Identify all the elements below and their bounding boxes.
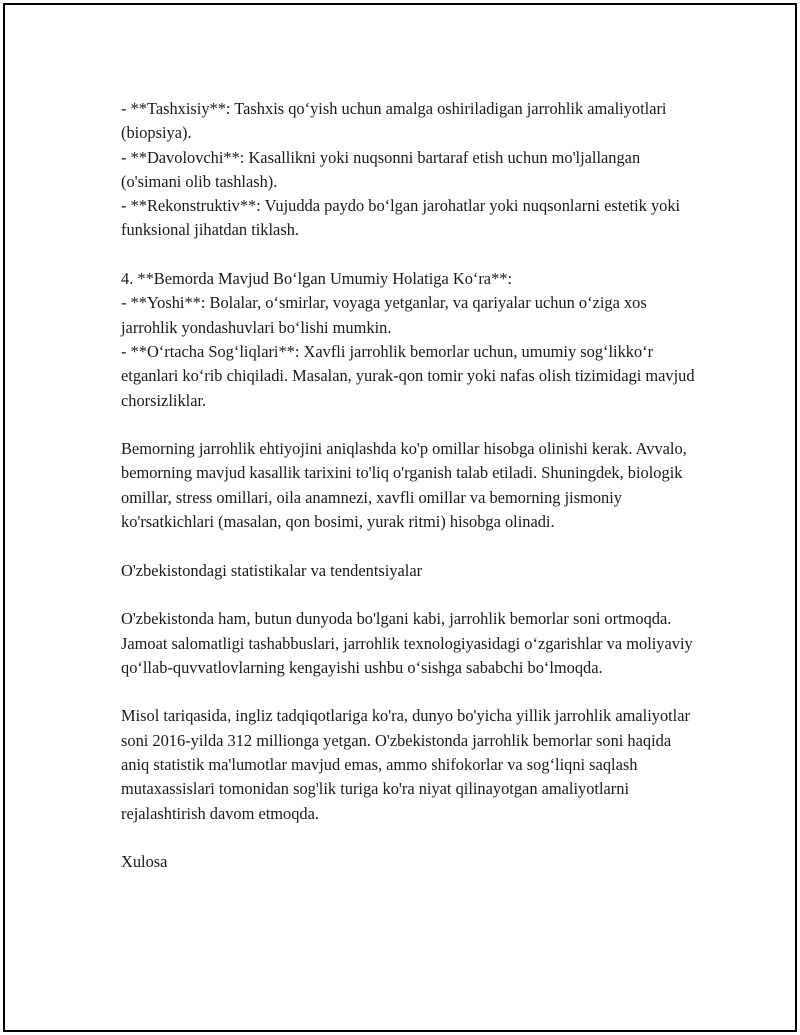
paragraph-gap (121, 680, 701, 704)
list-item-ortacha-sogliqlari: - **O‘rtacha Sog‘liqlari**: Xavfli jarrohlik bemorlar uchun, umumiy sog‘likko‘r etganlari ko‘rib chiqiladi. Masalan, yurak-qon tomir yoki nafas olish tizimidagi mavjud chorsizliklar. (121, 341, 695, 410)
list-item-tashxisiy: - **Tashxisiy**: Tashxis qo‘yish uchun amalga oshiriladigan jarrohlik amaliyotlari (biopsiya). (121, 99, 667, 143)
paragraph-gap (121, 413, 701, 437)
page-frame (3, 3, 797, 1032)
list-item-yoshi: - **Yoshi**: Bolalar, o‘smirlar, voyaga yetganlar, va qariyalar uchun o‘ziga xos jarrohlik yondashuvlari bo‘lishi mumkin. (121, 293, 647, 337)
paragraph-gap (121, 826, 701, 850)
paragraph-gap (121, 243, 701, 267)
numbered-heading-item: 4. **Bemorda Mavjud Bo‘lgan Umumiy Holatiga Ko‘ra**: (121, 269, 513, 289)
list-item-rekonstruktiv: - **Rekonstruktiv**: Vujudda paydo bo‘lgan jarohatlar yoki nuqsonlarni estetik yoki funksional jihatdan tiklash. (121, 196, 681, 240)
section-title-xulosa: Xulosa (121, 852, 168, 872)
document-body (121, 97, 701, 875)
paragraph-bemor-ehtiyoji: Bemorning jarrohlik ehtiyojini aniqlashda ko'p omillar hisobga olinishi kerak. Avvalo, bemorning mavjud kasallik tarixini to'liq o'rganish talab etiladi. Shuningdek, biologik omillar, stress omillari, oila anamnezi, xavfli omillar va bemorning jismoniy ko'rsatkichlari (masalan, qon bosimi, yurak ritmi) hisobga olinadi. (121, 439, 687, 532)
section-title-statistika: O'zbekistondagi statistikalar va tendentsiyalar (121, 560, 423, 580)
paragraph-gap (121, 534, 701, 558)
paragraph-gap (121, 583, 701, 607)
paragraph-misol: Misol tariqasida, ingliz tadqiqotlariga ko'ra, dunyo bo'yicha yillik jarrohlik amaliyotlar soni 2016-yilda 312 millionga yetgan. O'zbekistonda jarrohlik bemorlar soni haqida aniq statistik ma'lumotlar mavjud emas, ammo shifokorlar va sog‘liqni saqlash mutaxassislari tomonidan sog'lik turiga ko'ra niyat qilinayotgan amaliyotlarni rejalashtirish davom etmoqda. (121, 706, 690, 823)
list-item-davolovchi: - **Davolovchi**: Kasallikni yoki nuqsonni bartaraf etish uchun mo'ljallangan (o'simani olib tashlash). (121, 147, 641, 191)
paragraph-ortmoqda: O'zbekistonda ham, butun dunyoda bo'lgani kabi, jarrohlik bemorlar soni ortmoqda. Jamoat salomatligi tashabbuslari, jarrohlik texnologiyasidagi o‘zgarishlar va moliyaviy qo‘llab-quvvatlovlarning kengayishi ushbu o‘sishga sababchi bo‘lmoqda. (121, 609, 693, 677)
